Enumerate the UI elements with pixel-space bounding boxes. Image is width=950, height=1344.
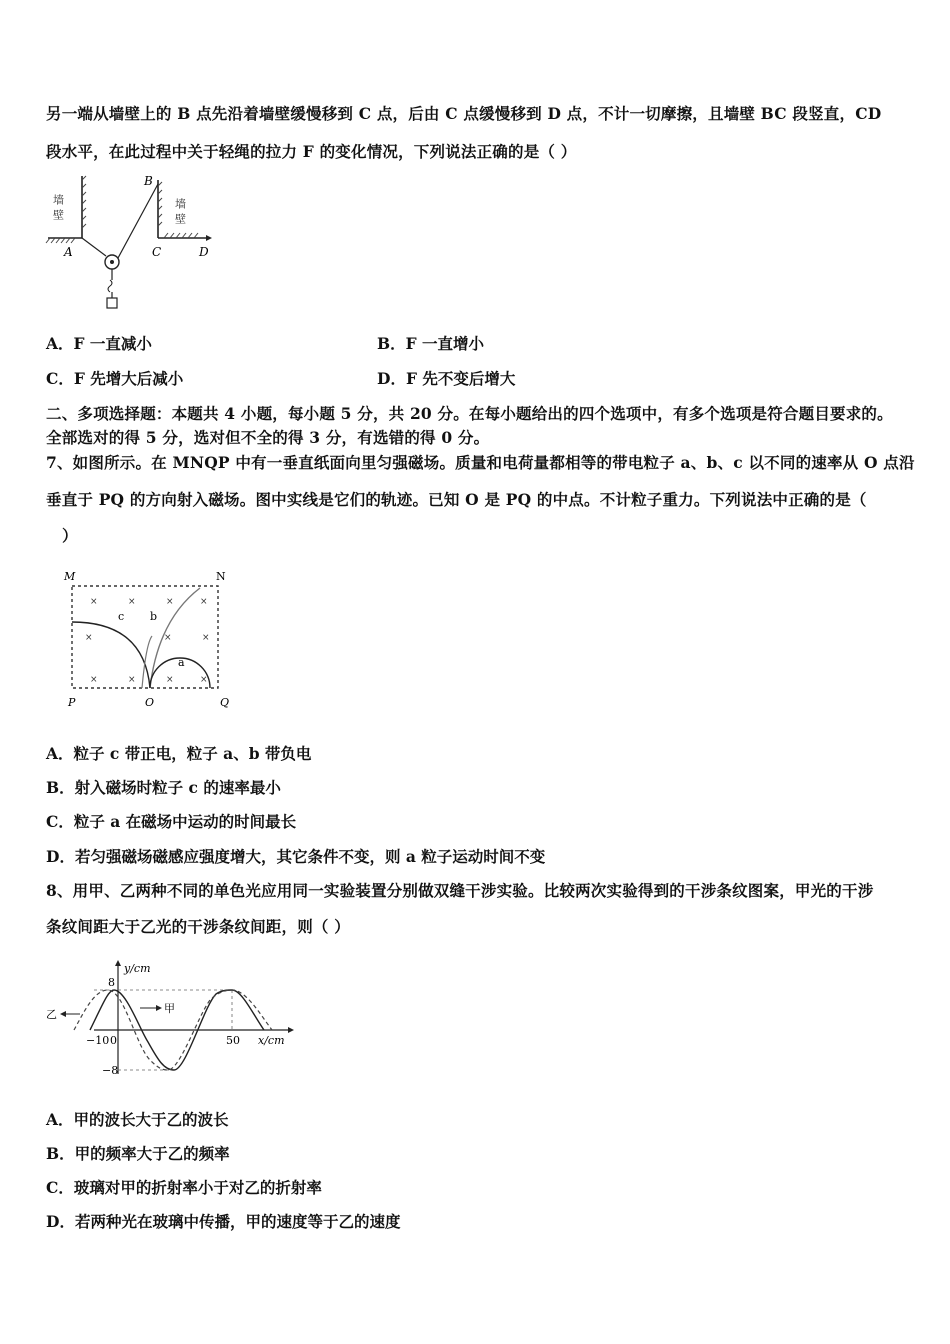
- point-B-label: B: [144, 174, 153, 188]
- jia-wave-label: 甲: [164, 1002, 175, 1015]
- section-2-heading-line-1: 二、多项选择题：本题共 4 小题，每小题 5 分，共 20 分。在每小题给出的四个选项中，有多个选项是符合题目要求的。: [46, 404, 893, 423]
- q7-option-A: A．粒子 c 带正电，粒子 a、b 带负电: [46, 744, 312, 763]
- trajectory-c-label: c: [118, 610, 125, 623]
- svg-text:×: ×: [200, 675, 208, 685]
- q7-option-D: D．若匀强磁场磁感应强度增大，其它条件不变，则 a 粒子运动时间不变: [46, 847, 546, 866]
- svg-text:×: ×: [128, 597, 136, 607]
- x-axis-label: x/cm: [258, 1034, 285, 1047]
- q7-stem-line-2: 垂直于 PQ 的方向射入磁场。图中实线是它们的轨迹。已知 O 是 PQ 的中点。不计粒子重力。下列说法中正确的是（: [46, 490, 867, 509]
- q6-option-A: A．F 一直减小: [46, 334, 152, 353]
- q6-stem-line-2: 段水平，在此过程中关于轻绳的拉力 F 的变化情况，下列说法正确的是（ ）: [46, 142, 577, 161]
- y-min-tick: −8: [102, 1064, 119, 1077]
- point-M-label: M: [64, 570, 76, 583]
- point-C-label: C: [152, 245, 162, 259]
- svg-text:×: ×: [166, 675, 174, 685]
- q7-option-B: B．射入磁场时粒子 c 的速率最小: [46, 778, 281, 797]
- q7-magnetic-field-figure: [60, 564, 240, 712]
- right-wall-label: 墙壁: [173, 198, 187, 228]
- q7-option-C: C．粒子 a 在磁场中运动的时间最长: [46, 812, 297, 831]
- svg-text:×: ×: [164, 633, 172, 643]
- svg-text:×: ×: [85, 633, 93, 643]
- q8-option-C: C．玻璃对甲的折射率小于对乙的折射率: [46, 1178, 322, 1197]
- q6-stem-line-1: 另一端从墙壁上的 B 点先沿着墙壁缓慢移到 C 点，后由 C 点缓慢移到 D 点，不计一切摩擦，且墙壁 BC 段竖直，CD: [46, 104, 882, 123]
- q7-stem-line-3: ）: [62, 526, 78, 545]
- q6-option-C: C．F 先增大后减小: [46, 369, 184, 388]
- q6-rope-pulley-figure: [44, 172, 224, 318]
- q8-stem-line-1: 8、用甲、乙两种不同的单色光应用同一实验装置分别做双缝干涉实验。比较两次实验得到的干涉条纹图案，甲光的干涉: [46, 881, 874, 900]
- q8-option-D: D．若两种光在玻璃中传播，甲的速度等于乙的速度: [46, 1212, 401, 1231]
- svg-text:×: ×: [128, 675, 136, 685]
- q8-stem-line-2: 条纹间距大于乙光的干涉条纹间距，则（ ）: [46, 917, 350, 936]
- q7-stem-line-1: 7、如图所示。在 MNQP 中有一垂直纸面向里匀强磁场。质量和电荷量都相等的带电粒子 a、b、c 以不同的速率从 O 点沿: [46, 453, 915, 472]
- q6-option-D: D．F 先不变后增大: [377, 369, 516, 388]
- x-zero-tick: 0: [110, 1034, 117, 1047]
- y-axis-label: y/cm: [124, 962, 151, 975]
- point-A-label: A: [64, 245, 73, 259]
- point-O-label: O: [145, 696, 155, 709]
- section-2-heading-line-2: 全部选对的得 5 分，选对但不全的得 3 分，有选错的得 0 分。: [46, 428, 490, 447]
- x-neg10-tick: −10: [86, 1034, 110, 1047]
- point-P-label: P: [68, 696, 76, 709]
- trajectory-b-label: b: [150, 610, 158, 623]
- q8-wave-figure: [44, 956, 294, 1078]
- x-50-tick: 50: [226, 1034, 240, 1047]
- svg-text:×: ×: [200, 597, 208, 607]
- q8-option-A: A．甲的波长大于乙的波长: [46, 1110, 229, 1129]
- trajectory-a-label: a: [178, 656, 185, 669]
- svg-text:×: ×: [90, 597, 98, 607]
- svg-text:×: ×: [90, 675, 98, 685]
- yi-wave-label: 乙: [46, 1008, 57, 1021]
- point-N-label: N: [216, 570, 226, 583]
- left-wall-label: 墙壁: [51, 194, 65, 224]
- y-max-tick: 8: [108, 976, 115, 989]
- svg-text:×: ×: [202, 633, 210, 643]
- point-D-label: D: [199, 245, 209, 259]
- q6-option-B: B．F 一直增小: [377, 334, 485, 353]
- point-Q-label: Q: [220, 696, 230, 709]
- q8-option-B: B．甲的频率大于乙的频率: [46, 1144, 230, 1163]
- svg-text:×: ×: [166, 597, 174, 607]
